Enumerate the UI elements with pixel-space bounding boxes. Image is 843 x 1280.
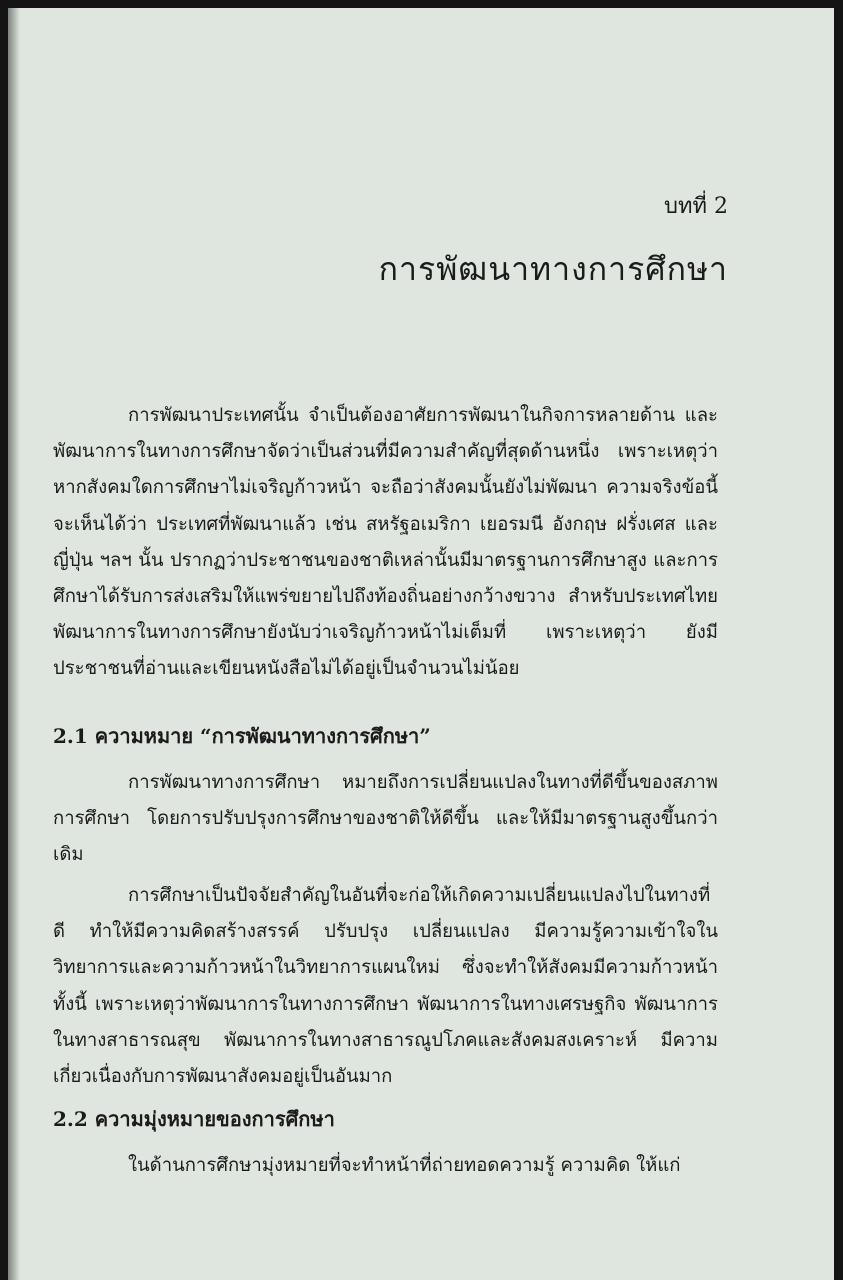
aims-paragraph <box>53 1148 718 1184</box>
definition-paragraph-text: การพัฒนาทางการศึกษา หมายถึงการเปลี่ยนแปลงในทางที่ดีขึ้นของสภาพการศึกษา โดยการปรับปรุงการศึกษาของชาติให้ดีขึ้น และให้มีมาตรฐานสูงขึ้นกว่าเดิม <box>53 772 718 866</box>
section-heading-2-2: 2.2 ความมุ่งหมายของการศึกษา <box>53 1107 335 1131</box>
intro-paragraph-text: การพัฒนาประเทศนั้น จำเป็นต้องอาศัยการพัฒนาในกิจการหลายด้าน และพัฒนาการในทางการศึกษาจัดว่าเป็นส่วนที่มีความสำคัญที่สุดด้านหนึ่ง เพราะเหตุว่าหากสังคมใดการศึกษาไม่เจริญก้าวหน้า จะถือว่าสังคมนั้นยังไม่พัฒนา ความจริงข้อนี้จะเห็นได้ว่า ประเทศที่พัฒนาแล้ว เช่น สหรัฐอเมริกา เยอรมนี อังกฤษ ฝรั่งเศส และญี่ปุ่น ฯลฯ นั้น ปรากฏว่าประชาชนของชาติเหล่านั้นมีมาตรฐานการศึกษาสูง และการศึกษาได้รับการส่งเสริมให้แพร่ขยายไปถึงท้องถิ่นอย่างกว้างขวาง สำหรับประเทศไทย พัฒนาการในทางการศึกษายังนับว่าเจริญก้าวหน้าไม่เต็มที่ เพราะเหตุว่า ยังมีประชาชนที่อ่านและเขียนหนังสือไม่ได้อยู่เป็นจำนวนไม่น้อย <box>53 405 718 680</box>
definition-paragraph <box>53 765 718 874</box>
importance-paragraph-text: การศึกษาเป็นปัจจัยสำคัญในอันที่จะก่อให้เกิดความเปลี่ยนแปลงไปในทางที่ดี ทำให้มีความคิดสร้างสรรค์ ปรับปรุง เปลี่ยนแปลง มีความรู้ความเข้าใจในวิทยาการและความก้าวหน้าในวิทยาการแผนใหม่ ซึ่งจะทำให้สังคมมีความก้าวหน้า ทั้งนี้ เพราะเหตุว่าพัฒนาการในทางการศึกษา พัฒนาการในทางเศรษฐกิจ พัฒนาการในทางสาธารณสุข พัฒนาการในทางสาธารณูปโภคและสังคมสงเคราะห์ มีความเกี่ยวเนื่องกับการพัฒนาสังคมอยู่เป็นอันมาก <box>53 885 718 1088</box>
book-page <box>8 8 834 1280</box>
section-heading-2-1: 2.1 ความหมาย “การพัฒนาทางการศึกษา” <box>53 724 431 748</box>
chapter-number: บทที่ 2 <box>664 194 728 219</box>
page-fold-shadow <box>8 8 20 1280</box>
chapter-title: การพัฒนาทางการศึกษา <box>378 250 728 288</box>
intro-paragraph <box>53 398 718 688</box>
importance-paragraph <box>53 878 718 1095</box>
aims-paragraph-text: ในด้านการศึกษามุ่งหมายที่จะทำหน้าที่ถ่ายทอดความรู้ ความคิด ให้แก่ <box>128 1155 681 1176</box>
